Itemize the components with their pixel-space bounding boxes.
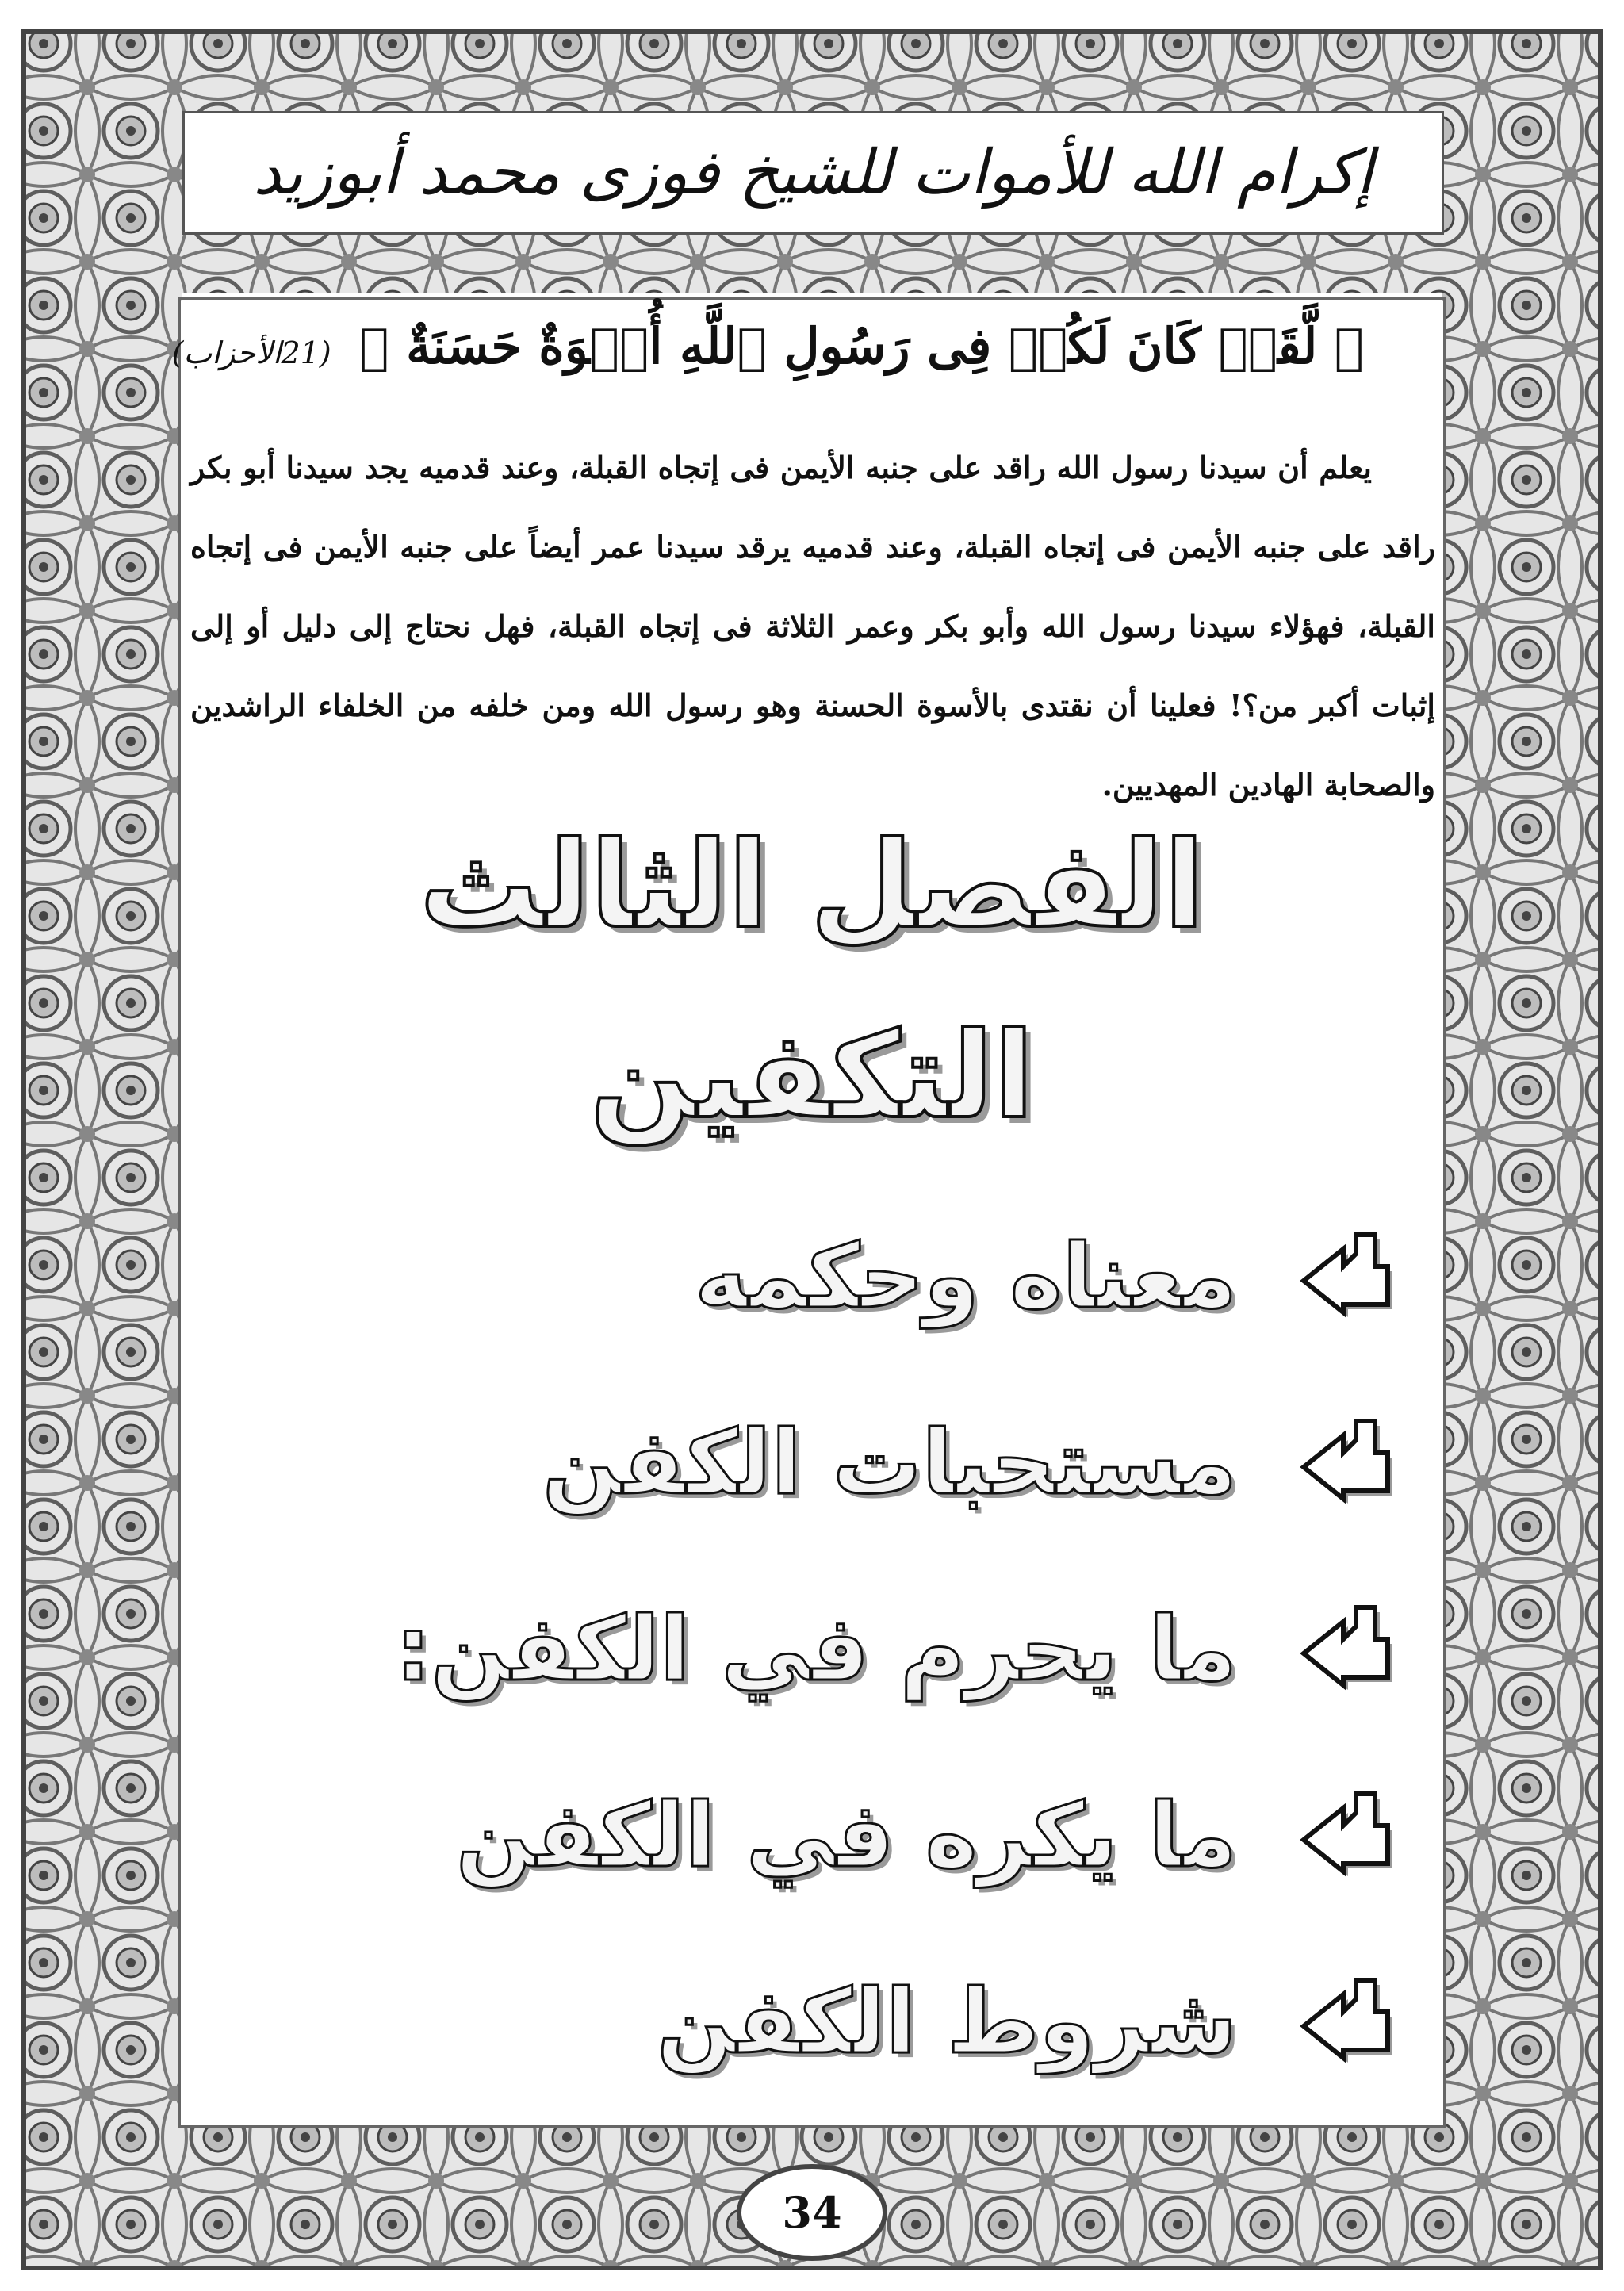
- topic-label: شروط الكفن: [657, 1971, 1237, 2074]
- arrow-bullet-icon: [1293, 1598, 1396, 1701]
- topic-label: معناه وحكمه: [695, 1225, 1237, 1328]
- chapter-subtitle: التكفين: [589, 1007, 1035, 1145]
- page-number-medallion: [749, 2173, 875, 2252]
- list-item: [238, 1384, 1396, 1542]
- list-item: [238, 1197, 1396, 1356]
- quran-verse: [171, 317, 1364, 375]
- arrow-bullet-icon: [1293, 1412, 1396, 1515]
- chapter-title: الفصل الثالث: [419, 817, 1205, 955]
- topic-label: ما يكره في الكفن: [456, 1784, 1237, 1887]
- arrow-bullet-icon: [1293, 1225, 1396, 1328]
- topic-label: ما يحرم في الكفن:: [395, 1598, 1237, 1701]
- arrow-bullet-icon: [1293, 1784, 1396, 1887]
- verse-reference: (21الأحزاب): [171, 335, 331, 370]
- list-item: [238, 1570, 1396, 1729]
- topic-label: مستحبات الكفن: [542, 1412, 1237, 1515]
- page-number: 34: [782, 2187, 842, 2238]
- book-title: إكرام الله للأموات للشيخ فوزى محمد أبوزيد: [253, 137, 1373, 209]
- header-banner: [182, 111, 1444, 235]
- body-paragraph: يعلم أن سيدنا رسول الله راقد على جنبه الأيمن فى إتجاه القبلة، وعند قدميه يجد سيدنا أبو بكر راقد على جنبه الأيمن فى إتجاه القبلة، وعند قدميه يرقد سيدنا عمر أيضاً على جنبه الأيمن فى إتجاه القبلة، فهؤلاء سيدنا رسول الله وأبو بكر وعمر الثلاثة فى إتجاه القبلة، فهل نحتاج إلى دليل أو إلى إثبات أكبر من؟! فعلينا أن نقتدى بالأسوة الحسنة وهو رسول الله ومن خلفه من الخلفاء الراشدين والصحابة الهادين المهديين.: [190, 450, 1435, 803]
- verse-text: ﴿ لَّقَدۡ كَانَ لَكُمۡ فِى رَسُولِ ٱللَّهِ أُسۡوَةٌ حَسَنَةٌ ﴾: [359, 317, 1364, 375]
- list-item: [238, 1757, 1396, 1915]
- arrow-bullet-icon: [1293, 1971, 1396, 2074]
- list-item: [238, 1943, 1396, 2101]
